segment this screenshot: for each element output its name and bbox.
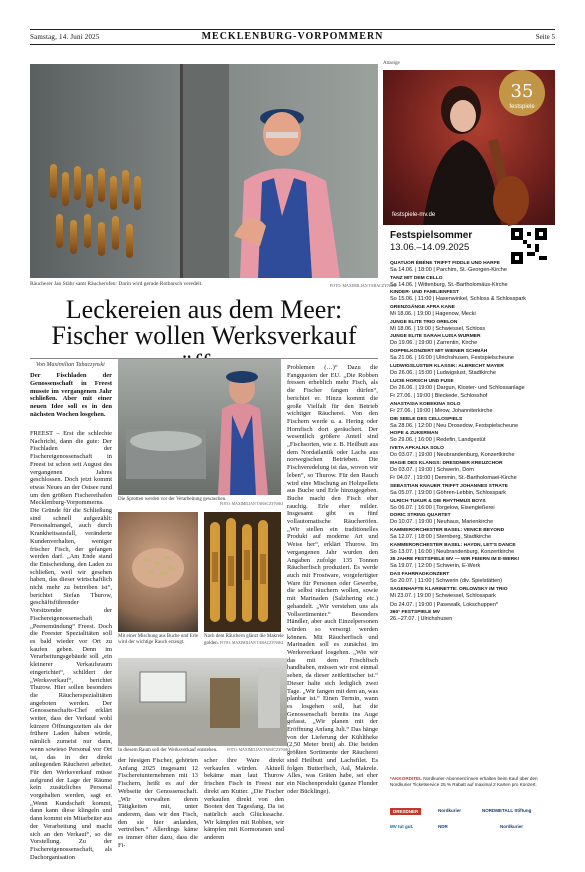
event-title: 360° FESTSPIELE MV — [390, 610, 441, 616]
event-title: KINDER- UND FAMILIENFEST — [390, 290, 460, 296]
event-detail: Sa 21.06. | 16:00 | Ulrichshusen, Festspielscheune — [390, 355, 514, 362]
ad-url[interactable]: festspiele-mv.de — [392, 212, 436, 218]
event-item — [390, 393, 555, 400]
makrele-photo — [204, 512, 281, 632]
header-top-rule — [30, 29, 555, 30]
event-title: JUNGE ELITE TRIO ORELON — [390, 319, 458, 325]
event-title: TANZ MIT DEM CELLO — [390, 275, 443, 281]
event-detail: Mi 18.06. | 19:00 | Schwiessel, Schloss — [390, 325, 486, 332]
header-rule — [30, 44, 555, 45]
sponsor-logo: MV tut gut. — [390, 824, 414, 829]
fisherman-figure — [230, 86, 350, 278]
event-item — [390, 602, 555, 609]
event-detail: Mi 23.07. | 19:00 | Schwiessel, Schlosspark — [390, 592, 496, 599]
event-item — [390, 446, 555, 459]
event-item — [390, 587, 555, 600]
event-title: DORIC STRING QUARTET — [390, 513, 451, 519]
event-item — [390, 417, 555, 430]
event-title: LUCIE HORSCH UND FUSE — [390, 378, 454, 384]
sprotten-photo — [118, 359, 281, 495]
article-column-1: FREEST – Erst die schlechte Nachricht, dann die gute: Der Fischladen der Fischereigenossenschaft in Freest ist schon seit August des vergangenen Jahres geschlossen. Doch jetzt kommt etwas Neues an der Ostsee rund um den größten Fischereihafen Mecklenburg-Vorpommerns. Die Gründe für die Schließung sind schnell aufgezählt: Personalmangel, auch durch Krankheitsausfall, veränderte Kundenverhalten, weniger frischer Fisch, der gefangen werden darf. „Am Ende stand die Entscheidung, den Laden zu schließen, weil wir gesehen haben, das dieser wirtschaftlich nicht mehr zu betreiben ist“, berichtet Stefan Thurow, geschäftsführender Vorsitzender der Fischereigenossenschaft „Peenemündung“ Freest. Doch die Freester Spezialitäten soll es bald wieder vor Ort zu kaufen geben. Denn im Verarbeitungsgebäude soll „ein kleinerer Verkaufsraum eingerichtet“, schildert der „Werksverkauf“, berichtet Thurow. Hier sollen besonders die Räucherspezialitäten angeboten werden. Der Genossenschafts-Chef erklärt weiter, dass der Verkauf wohl kürzere Öffnungszeiten als der frühere Laden haben würde, nämlich zumeist nur dann, wenn sowieso Personal vor Ort ist, das in der direkt anliegenden Räucherei arbeitet. Für den Werksverkauf müsse aufgrund der Lage der Räume kein zusätzliches Personal vorgehalten werden, sagt er. „Wenn Kundschaft kommt, dann kann diese klingeln und dann kommt ein Mitarbeiter aus der Verarbeitung und macht sich an den Verkauf“, so die Vorstellung. Zu der Fischereigenossenschaft, als Dachorganisation — [30, 430, 112, 861]
event-item — [390, 334, 555, 347]
event-detail: So 06.07. | 16:00 | Torgelow, Eisengießerei — [390, 504, 495, 511]
event-detail: Sa 14.06. | 18:00 | Parchim, St.-Georgen-Kirche — [390, 267, 507, 273]
ad-title: Festspielsommer — [390, 230, 473, 241]
event-detail: Sa 14.06. | Wittenburg, St.-Bartholomäus-Kirche — [390, 281, 508, 288]
author-byline: Von Maximilian Tabaczynski — [36, 362, 105, 368]
event-item — [390, 320, 555, 333]
qr-code-icon[interactable] — [511, 228, 547, 264]
wood-pellets-photo — [118, 512, 198, 632]
event-title: KAMMERORCHESTER BASEL: HAYDN, LET'S DANCE — [390, 542, 516, 548]
event-title: SAGENHAFTE KLARINETTE: ORLOWSKY IM TRIO — [390, 586, 508, 592]
ad-label: Anzeige — [383, 61, 400, 66]
event-title: KAMMERORCHESTER BASEL: VENICE BEYOND — [390, 528, 505, 534]
event-title: ULRICH TUKUR & DIE RHYTHMUS BOYS — [390, 498, 486, 504]
event-title: JUNGE ELITE SARAH LUISA WURMER — [390, 334, 481, 340]
event-title: DIE SEELE DES CELLOSPIELS — [390, 416, 463, 422]
festspiele-35-logo — [497, 69, 547, 117]
event-detail: So 13.07. | 16:00 | Neubrandenburg, Konzertkirche — [390, 548, 515, 555]
event-detail: Do 03.07. | 19:00 | Neubrandenburg, Konzertkirche — [390, 451, 515, 458]
sponsor-logos — [390, 806, 555, 836]
main-photo-credit: FOTO: MAXIMILIAN TABACZYNSKI — [330, 283, 397, 288]
main-photo-caption: Räucherer Jan Stähr samt Räucherofen: Darin wird gerade Rotbarsch veredelt. — [30, 281, 203, 287]
event-detail: So 20.07. | 11:00 | Schwerin (div. Spielstätten) — [390, 578, 503, 585]
event-item — [390, 305, 555, 318]
event-detail: Sa 28.06. | 12:00 | Neu Drosedow, Festspielscheune — [390, 422, 519, 429]
sponsor-logo: NORDMETALL Stiftung — [482, 808, 532, 813]
main-photo — [30, 64, 378, 278]
sprotten-caption: Die Sprotten werden vor der Verarbeitung gewaschen. FOTO: MAXIMILIAN TABACZYNSKI — [118, 497, 283, 506]
sales-room-caption: In diesem Raum soll der Werksverkauf entstehen. FOTO: MAXIMILIAN TABACZYNSKI — [118, 748, 290, 753]
event-detail: So 29.06. | 16:00 | Redefin, Landgestüt — [390, 437, 486, 444]
event-item — [390, 290, 555, 303]
article-column-2a: der hiesigen Fischer, gehörten Anfang 2025 insgesamt 12 Fischereiunternehmen mit 13 Fischern, heißt es auf der Webseite der Genossenschaft. „Wir verwalten deren Tätigkeiten mit, unter anderem, dass wir den Fisch, den sie hier anlanden, vertreiben.“ Allerdings käme es immer öfter dazu, dass die Fi- — [118, 757, 198, 849]
event-item — [390, 431, 555, 444]
event-detail: Do 10.07. | 19:00 | Neuhaus, Marienkirche — [390, 519, 494, 526]
sponsor-logo: Nordkurier — [500, 824, 524, 829]
event-detail: Sa 12.07. | 18:00 | Sternberg, Stadtkirche — [390, 534, 492, 541]
event-detail: Do 26.06. | 19:00 | Dargun, Kloster- und Schlossanlage — [390, 384, 525, 391]
sales-room-photo — [118, 658, 287, 746]
page-number: Seite 5 — [535, 33, 555, 41]
event-title: SEBASTIAN KNAUER TRIFFT JOHANNES STRATE — [390, 484, 508, 489]
event-detail: Do 03.07. | 19:00 | Schwerin, Dom — [390, 466, 474, 473]
sponsor-logo: DRESDNER — [390, 808, 421, 815]
event-detail: Do 24.07. | 19:00 | Pasewalk, Lokschuppen* — [390, 601, 499, 608]
sponsor-logo: Nordkurier — [438, 808, 462, 813]
event-item — [390, 402, 555, 415]
wood-pellets-caption: Mit einer Mischung aus Buche und Erle wird der wichtige Rauch erzeugt. — [118, 634, 198, 645]
issue-date: Samstag, 14. Juni 2025 — [30, 33, 100, 41]
sponsor-logo: NDR — [438, 824, 448, 829]
event-title: GRENZGÄNGE AFRA KANE — [390, 305, 455, 311]
event-detail: Do 26.06. | 15:00 | Ludwigslust, Stadtkirche — [390, 369, 496, 376]
event-title: QUATUOR ÉBÈNE TRIFFT FIDDLE UND HARFE — [390, 261, 500, 266]
event-item — [390, 572, 555, 585]
sprotten-credit: FOTO: MAXIMILIAN TABACZYNSKI — [219, 502, 283, 506]
event-title: LUDWIGSLUSTER KLASSIK: ALBRECHT MAYER — [390, 363, 504, 369]
article-lead: Der Fischladen der Genossenschaft in Freest musste im vergangenen Jahr schließen. Aber mit einer neuen Idee soll es in den nächsten Wochen losgehen. — [30, 372, 112, 418]
article-column-3: Problemen (…)“ Dazu die Fangquoten der EU. „Die Robben fressen erheblich mehr Fisch, als die Fischer fangen dürfen“, berichtet er. Hinzu kommt die große Vielfalt für den Betrieb wichtiger Räucherei. Von den Fischern werde u. a. Hering oder Hornfisch dort geräuchert. Der wesentlich größere Anteil sind „Fischsorten, wie z. B. Heilbutt aus dem Nordatlantik oder Lachs aus norwegischen Betrieben. Die Fischveredelung ist das, wovon wir leben“, so Thurow. Für den Rauch wird eine Mischung an Holzpellets aus Buche und Erle hinzugegeben. Buche macht den Fisch eher rauchig. Erle eher milder. Insgesamt gibt es fünf vollautomatische Räucheröfen. „Wir stellen ein traditionelles Produkt auf moderne Art und Weise her“, erklärt Thurow. Im vergangenen Jahr wurden den Angaben zufolge 135 Tonnen Räucherfisch produziert. Es werde auch mit Frostware, vorgefertigter Ware für Personen oder Gewerbe, die selbst räuchern wollen, sowie mit Marinaden (Salzhering etc.) gehandelt. „Wir verstehen uns als Vollsortimenter.“ Besonders Händler, aber auch Einzelpersonen würden so versorgt werden können. Mit Räucherfisch und Marinaden soll es zunächst im Werksverkauf losgehen. „Wie wir das mit dem Frischfisch handhaben, müssen wir erst einmal sehen, da dieser zeitkritischer ist.“ Dieser halte sich lediglich zwei Tage. „Wir fangen mit dem an, was planbar ist.“ Einen Termin, wann es losgehen soll, hat die Genossenschaft bereits ins Auge gefasst. „Wir planen mit der Eröffnung Anfang Juli.“ Das hänge von der Lieferung der Kühltheke (2,50 Meter breit) ab. Die beiden größten Sortimente der Räucherei sind Heilbutt und Lachsfilet. Es folgen Butterfisch, Aal, Makrele. Alles, was Gräten habe, sei eher ein Nischenprodukt (ganze Flunder oder Bücklinge). — [287, 364, 378, 795]
event-title: ANASTASIA KOBEKINA SOLO — [390, 401, 461, 407]
event-detail: Fr 27.06. | 19:00 | Bleckede, Schlosshof — [390, 393, 488, 400]
event-detail: Mi 18.06. | 19:00 | Hagenow, Mecki — [390, 311, 476, 318]
event-title: DAS FAHRRADKONZERT — [390, 572, 450, 578]
event-item — [390, 475, 555, 482]
event-detail: Sa 19.07. | 12:00 | Schwerin, E-Werk — [390, 563, 481, 570]
sales-room-credit: FOTO: MAXIMILIAN TABACZYNSKI — [226, 748, 290, 752]
footnote-mark: *AKKORDITEL — [390, 776, 422, 781]
event-item — [390, 557, 555, 570]
event-detail: Sa 05.07. | 19:00 | Göhren-Lebbin, Schlosspark — [390, 490, 506, 496]
event-detail: 26.–27.07. | Ulrichshusen — [390, 616, 453, 623]
event-item — [390, 349, 555, 362]
event-item — [390, 610, 555, 623]
makrele-credit: FOTO: MAXIMILIAN TABACZYNSKI — [220, 641, 284, 645]
event-title: IVETA APKALNA SOLO — [390, 445, 444, 451]
event-item — [390, 261, 555, 274]
event-item — [390, 379, 555, 392]
event-item — [390, 484, 555, 497]
headline-line-2: Fischer wollen Werksverkauf — [51, 321, 357, 350]
event-item — [390, 528, 555, 541]
event-item — [390, 276, 555, 289]
event-detail: Do 19.06. | 19:00 | Zarrentin, Kirche — [390, 340, 478, 347]
event-title: DOPPELKONZERT MIT WIENER SCHMÄH — [390, 349, 488, 355]
makrele-caption: Nach dem Räuchern glänzt die Makrele golden. FOTO: MAXIMILIAN TABACZYNSKI — [204, 634, 284, 646]
event-title: MAGIE DES KLANGS: DRESDNER KREUZCHOR — [390, 460, 503, 466]
event-item — [390, 543, 555, 556]
event-item — [390, 461, 555, 474]
svg-text:festspiele: festspiele — [509, 104, 535, 110]
event-item — [390, 513, 555, 526]
event-list — [390, 261, 555, 625]
event-detail: Fr 27.06. | 19:00 | Mirow, Johanniterkirche — [390, 407, 493, 414]
ad-dates: 13.06.–14.09.2025 — [390, 242, 470, 253]
section-title: MECKLENBURG-VORPOMMERN — [201, 31, 384, 42]
headline-line-1: Leckereien aus dem Meer: — [65, 295, 343, 324]
event-title: 35 JAHRE FESTSPIELE MV — WIR FEIERN IM E-WERK! — [390, 557, 520, 563]
article-column-2b: scher ihre Ware direkt verkaufen würden. Aktuell bekäme man laut Thurow frischen Fisch in Freest nur direkt am Kutter. „Die Fischer verkaufen direkt von den Booten den Tagesfang. Da ist natürlich auch Glückssache. Wir kämpfen mit Robben, wir kämpfen mit Kormoranen und anderen — [204, 757, 284, 842]
svg-text:35: 35 — [510, 81, 534, 102]
event-item — [390, 364, 555, 377]
smoker-door — [180, 64, 229, 278]
event-title: HOPE & ZUKERMAN — [390, 431, 439, 437]
event-detail: Fr 04.07. | 19:00 | Demmin, St.-Bartholomaei-Kirche — [390, 475, 517, 482]
event-detail: So 15.06. | 11:00 | Hasenwinkel, Schloss & Schlosspark — [390, 296, 527, 303]
event-item — [390, 499, 555, 512]
ad-footnote: *AKKORDITEL Nordkurier-Abonnent:innen erhalten beim Kauf über den Nordkurier Ticketservice 25 % Rabatt auf maximal 2 Karten pro Konzert. — [390, 776, 538, 787]
